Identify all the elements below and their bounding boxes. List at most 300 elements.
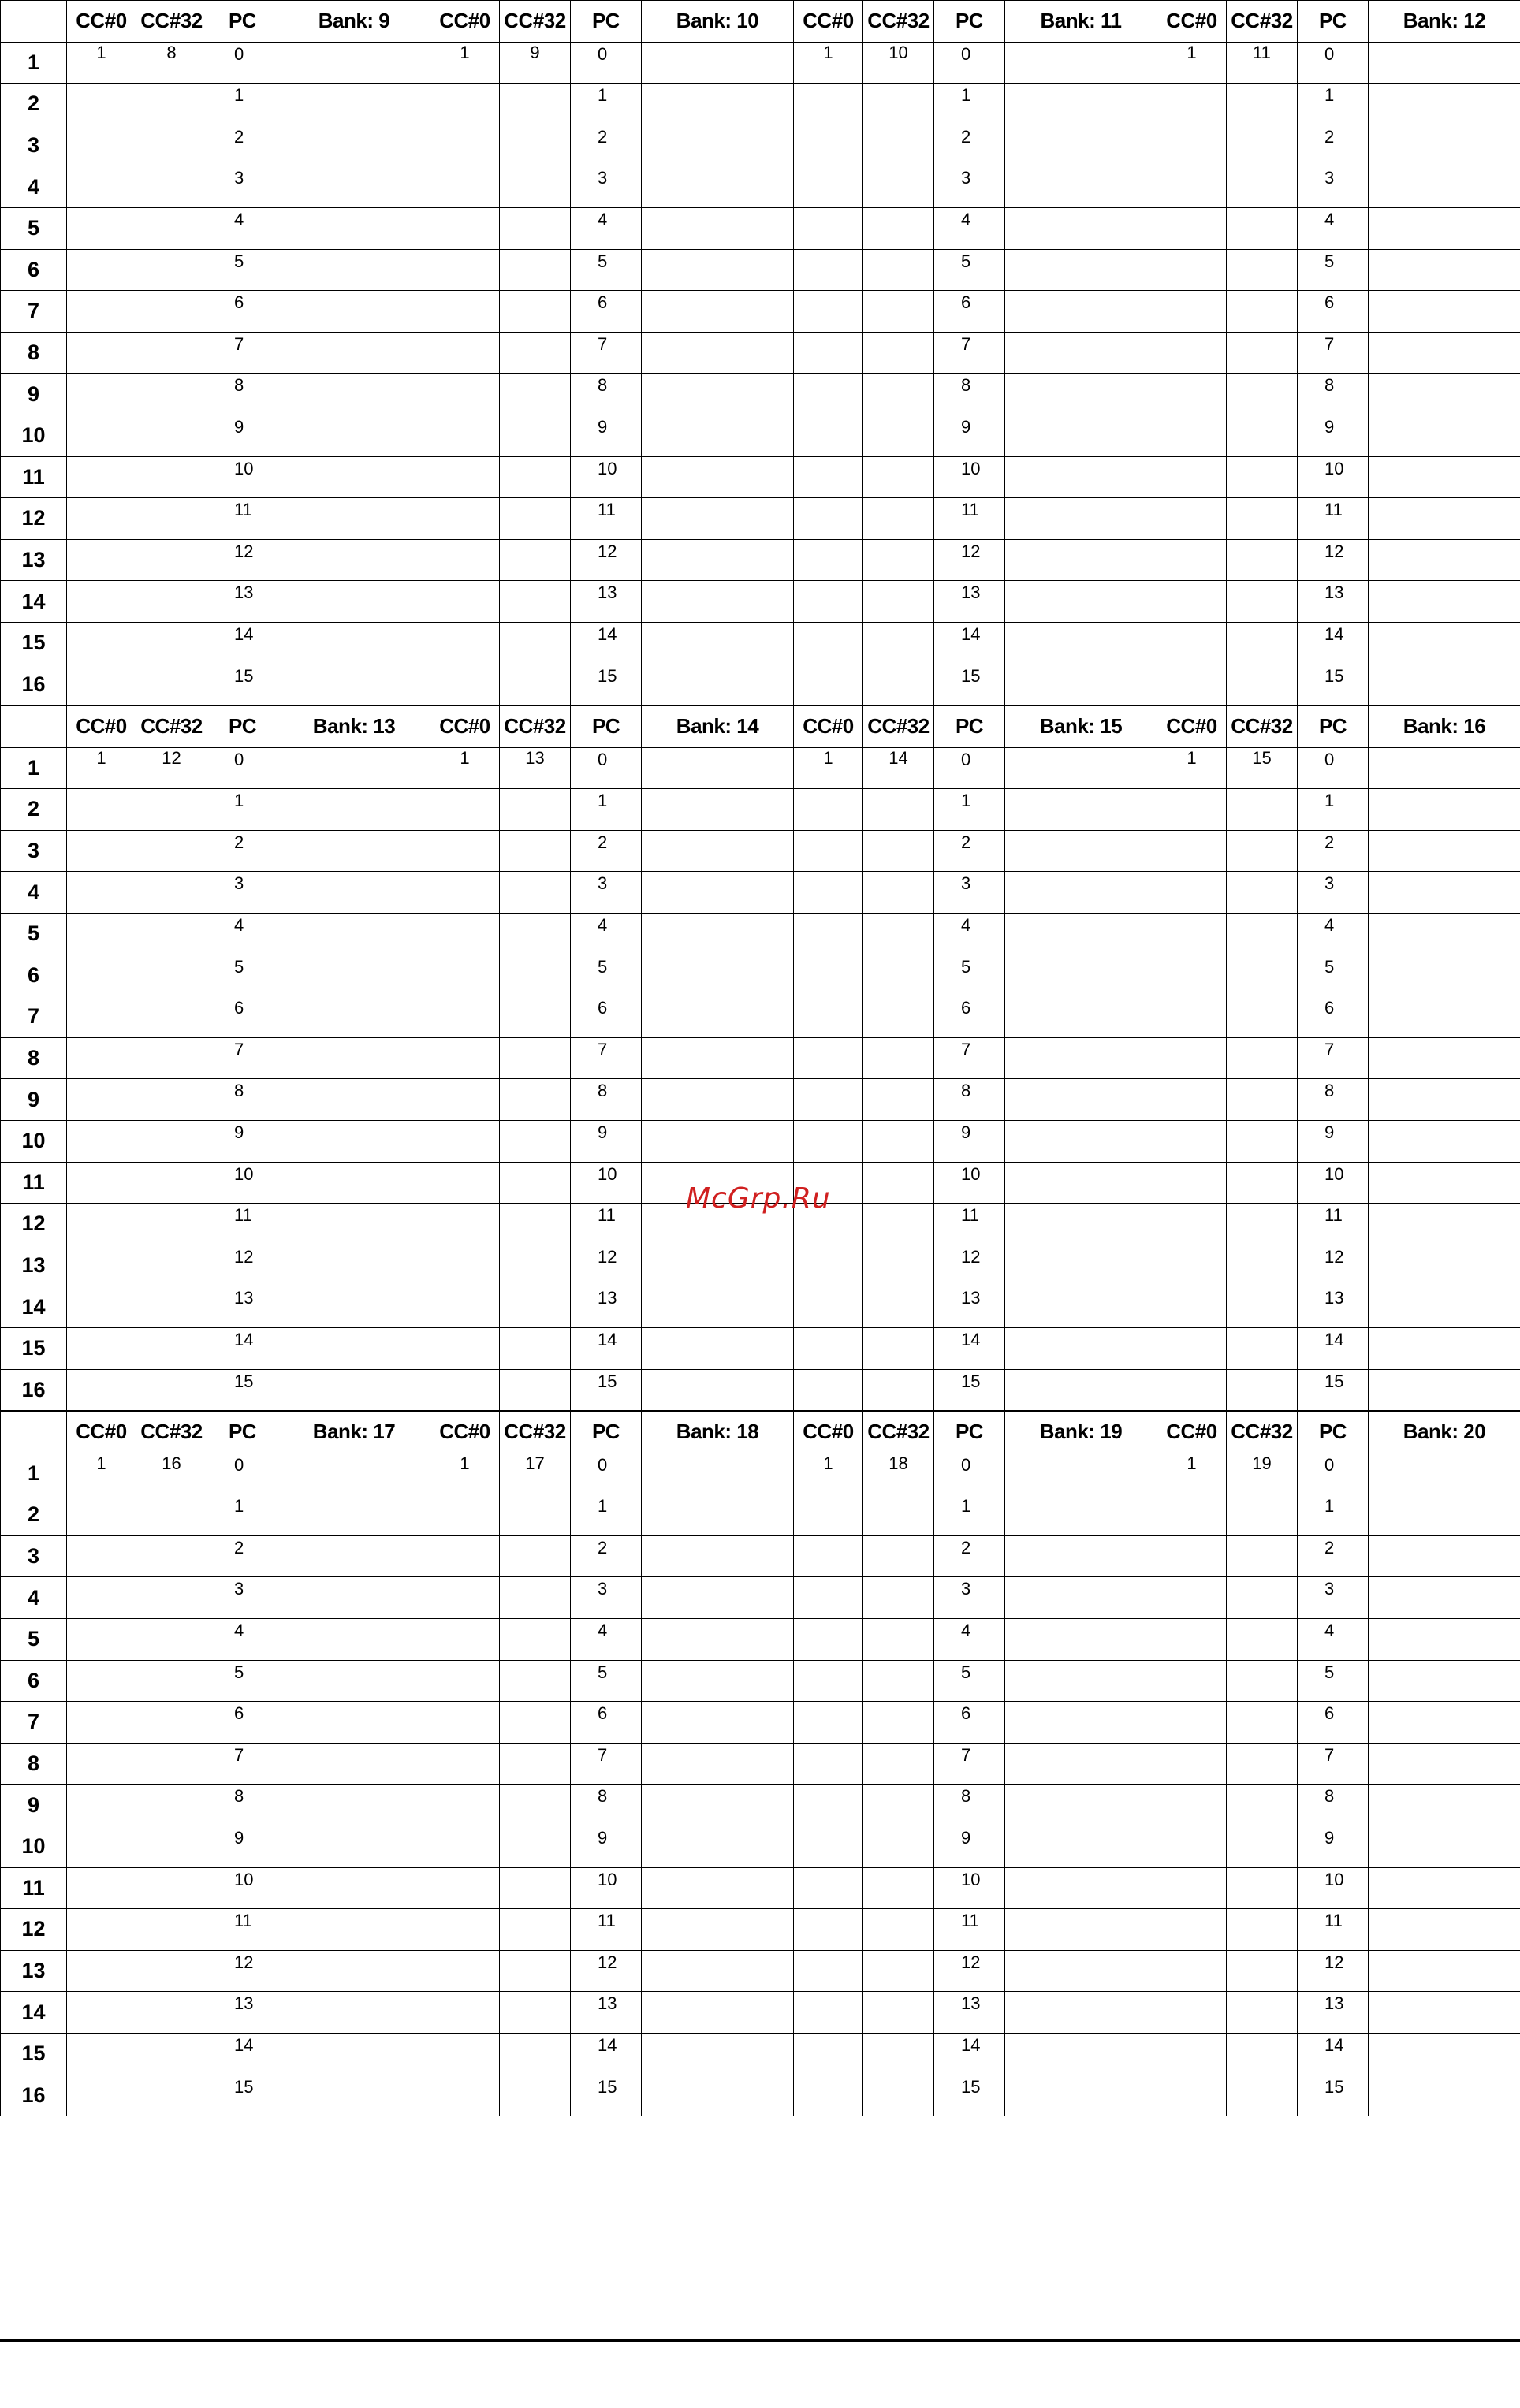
patch-name-cell[interactable] xyxy=(1005,207,1157,249)
patch-name-cell[interactable] xyxy=(278,872,430,914)
cc0-value xyxy=(1157,1037,1227,1079)
row-number: 4 xyxy=(1,166,67,208)
row-number: 1 xyxy=(1,42,67,84)
patch-name-cell[interactable] xyxy=(642,955,794,996)
row-number: 11 xyxy=(1,1867,67,1909)
cc0-value xyxy=(67,872,136,914)
patch-name-cell[interactable] xyxy=(1005,1453,1157,1494)
patch-name-cell[interactable] xyxy=(278,456,430,498)
cc0-value xyxy=(794,1037,863,1079)
bank-header: Bank: 12 xyxy=(1369,1,1520,43)
patch-name-cell[interactable] xyxy=(1369,1079,1520,1121)
patch-name-cell[interactable] xyxy=(642,2075,794,2116)
cc32-value xyxy=(500,84,571,125)
corner-cell xyxy=(1,1,67,43)
patch-name-cell[interactable] xyxy=(642,1494,794,1536)
pc-value: 0 xyxy=(207,747,278,789)
patch-name-cell[interactable] xyxy=(278,1535,430,1577)
patch-name-cell[interactable] xyxy=(1005,830,1157,872)
patch-name-cell[interactable] xyxy=(1005,747,1157,789)
row-number: 1 xyxy=(1,1453,67,1494)
patch-name-cell[interactable] xyxy=(1005,996,1157,1038)
pc-header: PC xyxy=(1298,1412,1369,1453)
patch-name-cell[interactable] xyxy=(278,332,430,374)
patch-name-cell[interactable] xyxy=(1369,1453,1520,1494)
bank-header: Bank: 17 xyxy=(278,1412,430,1453)
patch-name-cell[interactable] xyxy=(642,1120,794,1162)
patch-name-cell[interactable] xyxy=(1005,1120,1157,1162)
patch-name-cell[interactable] xyxy=(1369,2075,1520,2116)
patch-name-cell[interactable] xyxy=(1369,1327,1520,1369)
patch-name-cell[interactable] xyxy=(1005,42,1157,84)
patch-name-cell[interactable] xyxy=(642,1992,794,2034)
pc-value: 14 xyxy=(207,1327,278,1369)
patch-name-cell[interactable] xyxy=(1005,456,1157,498)
patch-name-cell[interactable] xyxy=(1005,1909,1157,1951)
patch-name-cell[interactable] xyxy=(1005,2033,1157,2075)
pc-value: 0 xyxy=(934,42,1005,84)
cc0-value xyxy=(794,1950,863,1992)
pc-value: 5 xyxy=(934,955,1005,996)
patch-name-cell[interactable] xyxy=(1005,1079,1157,1121)
patch-name-cell[interactable] xyxy=(1369,1245,1520,1286)
patch-name-cell[interactable] xyxy=(278,1743,430,1785)
patch-name-cell[interactable] xyxy=(278,1494,430,1536)
patch-name-cell[interactable] xyxy=(642,1327,794,1369)
patch-name-cell[interactable] xyxy=(1005,498,1157,540)
patch-name-cell[interactable] xyxy=(642,830,794,872)
patch-name-cell[interactable] xyxy=(1369,249,1520,291)
patch-name-cell[interactable] xyxy=(1005,1618,1157,1660)
patch-name-cell[interactable] xyxy=(1005,913,1157,955)
patch-name-cell[interactable] xyxy=(1369,1992,1520,2034)
patch-name-cell[interactable] xyxy=(1369,332,1520,374)
patch-name-cell[interactable] xyxy=(1369,415,1520,456)
patch-name-cell[interactable] xyxy=(278,84,430,125)
pc-value: 1 xyxy=(571,1494,642,1536)
patch-name-cell[interactable] xyxy=(278,1867,430,1909)
cc32-value xyxy=(1227,1867,1298,1909)
row-number: 2 xyxy=(1,1494,67,1536)
patch-name-cell[interactable] xyxy=(642,1826,794,1867)
patch-name-cell[interactable] xyxy=(1005,1327,1157,1369)
pc-value: 3 xyxy=(1298,166,1369,208)
pc-value: 0 xyxy=(1298,42,1369,84)
patch-name-cell[interactable] xyxy=(1369,42,1520,84)
patch-name-cell[interactable] xyxy=(642,664,794,705)
cc32-value xyxy=(863,1826,934,1867)
patch-name-cell[interactable] xyxy=(278,415,430,456)
cc0-value xyxy=(430,1950,500,1992)
patch-name-cell[interactable] xyxy=(1005,1286,1157,1328)
patch-name-cell[interactable] xyxy=(1005,664,1157,705)
patch-name-cell[interactable] xyxy=(278,249,430,291)
cc0-value xyxy=(1157,955,1227,996)
patch-name-cell[interactable] xyxy=(642,1618,794,1660)
pc-value: 1 xyxy=(207,84,278,125)
cc0-value xyxy=(430,166,500,208)
table-row xyxy=(1,996,1520,1038)
patch-name-cell[interactable] xyxy=(278,1037,430,1079)
patch-name-cell[interactable] xyxy=(278,747,430,789)
cc32-value xyxy=(1227,1286,1298,1328)
patch-name-cell[interactable] xyxy=(278,498,430,540)
patch-name-cell[interactable] xyxy=(1005,1950,1157,1992)
bank-header: Bank: 15 xyxy=(1005,706,1157,748)
table-row xyxy=(1,415,1520,456)
patch-name-cell[interactable] xyxy=(642,1245,794,1286)
patch-name-cell[interactable] xyxy=(642,84,794,125)
patch-name-cell[interactable] xyxy=(1005,1660,1157,1702)
cc0-value xyxy=(1157,1992,1227,2034)
patch-name-cell[interactable] xyxy=(642,1660,794,1702)
patch-name-cell[interactable] xyxy=(1005,84,1157,125)
pc-value: 14 xyxy=(207,2033,278,2075)
patch-name-cell[interactable] xyxy=(278,207,430,249)
cc32-value xyxy=(863,1785,934,1826)
cc32-value xyxy=(500,166,571,208)
patch-name-cell[interactable] xyxy=(642,1909,794,1951)
patch-name-cell[interactable] xyxy=(642,166,794,208)
pc-value: 13 xyxy=(571,1286,642,1328)
patch-name-cell[interactable] xyxy=(1005,1494,1157,1536)
patch-name-cell[interactable] xyxy=(1369,1494,1520,1536)
patch-name-cell[interactable] xyxy=(1369,955,1520,996)
patch-name-cell[interactable] xyxy=(278,2033,430,2075)
patch-name-cell[interactable] xyxy=(278,1162,430,1204)
patch-name-cell[interactable] xyxy=(642,996,794,1038)
patch-name-cell[interactable] xyxy=(1369,1618,1520,1660)
patch-name-cell[interactable] xyxy=(642,332,794,374)
patch-name-cell[interactable] xyxy=(1005,1702,1157,1744)
patch-name-cell[interactable] xyxy=(278,1204,430,1245)
patch-name-cell[interactable] xyxy=(642,1453,794,1494)
patch-name-cell[interactable] xyxy=(1005,2075,1157,2116)
pc-value: 5 xyxy=(207,955,278,996)
row-number: 10 xyxy=(1,1826,67,1867)
row-number: 13 xyxy=(1,539,67,581)
patch-name-cell[interactable] xyxy=(278,539,430,581)
pc-value: 2 xyxy=(207,125,278,166)
cc0-value xyxy=(67,1950,136,1992)
patch-name-cell[interactable] xyxy=(642,374,794,415)
patch-name-cell[interactable] xyxy=(1369,1660,1520,1702)
patch-name-cell[interactable] xyxy=(642,415,794,456)
patch-name-cell[interactable] xyxy=(1005,415,1157,456)
pc-header: PC xyxy=(571,706,642,748)
row-number: 9 xyxy=(1,374,67,415)
cc32-value xyxy=(500,1867,571,1909)
cc32-value xyxy=(136,1327,207,1369)
patch-name-cell[interactable] xyxy=(1005,374,1157,415)
patch-name-cell[interactable] xyxy=(278,1950,430,1992)
patch-name-cell[interactable] xyxy=(278,2075,430,2116)
cc0-value xyxy=(67,125,136,166)
patch-name-cell[interactable] xyxy=(278,1369,430,1411)
pc-value: 12 xyxy=(207,1245,278,1286)
patch-name-cell[interactable] xyxy=(278,1453,430,1494)
patch-name-cell[interactable] xyxy=(1369,789,1520,831)
patch-name-cell[interactable] xyxy=(1369,374,1520,415)
patch-name-cell[interactable] xyxy=(642,1743,794,1785)
patch-name-cell[interactable] xyxy=(278,1702,430,1744)
patch-name-cell[interactable] xyxy=(1005,125,1157,166)
patch-name-cell[interactable] xyxy=(278,125,430,166)
patch-name-cell[interactable] xyxy=(1369,1950,1520,1992)
patch-name-cell[interactable] xyxy=(278,664,430,705)
patch-name-cell[interactable] xyxy=(1005,1535,1157,1577)
cc0-value xyxy=(794,581,863,623)
pc-header: PC xyxy=(934,1,1005,43)
cc32-value xyxy=(500,1618,571,1660)
pc-value: 10 xyxy=(207,456,278,498)
patch-name-cell[interactable] xyxy=(1369,291,1520,333)
patch-name-cell[interactable] xyxy=(642,291,794,333)
pc-value: 13 xyxy=(207,1286,278,1328)
patch-name-cell[interactable] xyxy=(1005,1785,1157,1826)
cc0-value xyxy=(430,1618,500,1660)
patch-name-cell[interactable] xyxy=(278,1120,430,1162)
patch-name-cell[interactable] xyxy=(278,1618,430,1660)
cc32-value xyxy=(863,1327,934,1369)
patch-name-cell[interactable] xyxy=(1369,456,1520,498)
pc-value: 5 xyxy=(1298,955,1369,996)
row-number: 16 xyxy=(1,2075,67,2116)
patch-name-cell[interactable] xyxy=(1005,1204,1157,1245)
patch-name-cell[interactable] xyxy=(1369,996,1520,1038)
patch-name-cell[interactable] xyxy=(1369,747,1520,789)
pc-value: 12 xyxy=(207,539,278,581)
pc-value: 11 xyxy=(1298,1204,1369,1245)
pc-value: 8 xyxy=(207,374,278,415)
cc0-value xyxy=(794,1618,863,1660)
patch-name-cell[interactable] xyxy=(642,913,794,955)
pc-value: 6 xyxy=(207,1702,278,1744)
patch-name-cell[interactable] xyxy=(278,42,430,84)
patch-name-cell[interactable] xyxy=(1369,1826,1520,1867)
patch-name-cell[interactable] xyxy=(1369,1162,1520,1204)
patch-name-cell[interactable] xyxy=(642,1577,794,1619)
patch-name-cell[interactable] xyxy=(1369,913,1520,955)
cc0-header: CC#0 xyxy=(794,1,863,43)
patch-name-cell[interactable] xyxy=(642,1535,794,1577)
patch-name-cell[interactable] xyxy=(1369,1369,1520,1411)
patch-name-cell[interactable] xyxy=(1369,166,1520,208)
patch-name-cell[interactable] xyxy=(1005,622,1157,664)
patch-name-cell[interactable] xyxy=(278,1785,430,1826)
patch-name-cell[interactable] xyxy=(278,581,430,623)
patch-name-cell[interactable] xyxy=(1005,1867,1157,1909)
patch-name-cell[interactable] xyxy=(642,1702,794,1744)
patch-name-cell[interactable] xyxy=(1369,1743,1520,1785)
patch-name-cell[interactable] xyxy=(642,125,794,166)
patch-name-cell[interactable] xyxy=(1369,1535,1520,1577)
cc32-value: 17 xyxy=(500,1453,571,1494)
cc0-value xyxy=(430,664,500,705)
patch-name-cell[interactable] xyxy=(1005,1743,1157,1785)
pc-value: 11 xyxy=(1298,1909,1369,1951)
patch-name-cell[interactable] xyxy=(642,456,794,498)
patch-name-cell[interactable] xyxy=(1369,1286,1520,1328)
patch-name-cell[interactable] xyxy=(1005,332,1157,374)
patch-name-cell[interactable] xyxy=(642,581,794,623)
pc-value: 13 xyxy=(571,581,642,623)
cc32-value: 18 xyxy=(863,1453,934,1494)
patch-name-cell[interactable] xyxy=(1369,1204,1520,1245)
cc0-value xyxy=(1157,1660,1227,1702)
patch-name-cell[interactable] xyxy=(642,622,794,664)
patch-name-cell[interactable] xyxy=(642,1079,794,1121)
patch-name-cell[interactable] xyxy=(642,1785,794,1826)
patch-name-cell[interactable] xyxy=(1369,1785,1520,1826)
patch-name-cell[interactable] xyxy=(278,1577,430,1619)
pc-value: 3 xyxy=(571,872,642,914)
cc0-value xyxy=(430,1079,500,1121)
pc-value: 15 xyxy=(1298,664,1369,705)
patch-name-cell[interactable] xyxy=(1369,830,1520,872)
patch-name-cell[interactable] xyxy=(1005,581,1157,623)
cc32-value xyxy=(136,456,207,498)
patch-name-cell[interactable] xyxy=(1369,1120,1520,1162)
patch-name-cell[interactable] xyxy=(1005,1369,1157,1411)
patch-name-cell[interactable] xyxy=(1005,789,1157,831)
table-row xyxy=(1,789,1520,831)
patch-name-cell[interactable] xyxy=(1369,539,1520,581)
cc0-header: CC#0 xyxy=(1157,1,1227,43)
patch-name-cell[interactable] xyxy=(1369,1702,1520,1744)
patch-name-cell[interactable] xyxy=(278,955,430,996)
patch-name-cell[interactable] xyxy=(1369,1909,1520,1951)
patch-name-cell[interactable] xyxy=(1005,955,1157,996)
pc-value: 7 xyxy=(571,1037,642,1079)
patch-name-cell[interactable] xyxy=(278,374,430,415)
cc0-value xyxy=(1157,1494,1227,1536)
patch-name-cell[interactable] xyxy=(278,1245,430,1286)
bank-table xyxy=(0,1411,1520,2116)
cc0-header: CC#0 xyxy=(67,1412,136,1453)
patch-name-cell[interactable] xyxy=(642,1950,794,1992)
patch-name-cell[interactable] xyxy=(642,747,794,789)
pc-value: 1 xyxy=(1298,789,1369,831)
table-row xyxy=(1,374,1520,415)
pc-header: PC xyxy=(571,1412,642,1453)
patch-name-cell[interactable] xyxy=(278,291,430,333)
patch-name-cell[interactable] xyxy=(1005,1577,1157,1619)
patch-name-cell[interactable] xyxy=(1369,664,1520,705)
patch-name-cell[interactable] xyxy=(1005,539,1157,581)
patch-name-cell[interactable] xyxy=(278,789,430,831)
table-row xyxy=(1,664,1520,705)
cc0-value xyxy=(67,2075,136,2116)
patch-name-cell[interactable] xyxy=(642,42,794,84)
row-number: 8 xyxy=(1,1037,67,1079)
pc-value: 1 xyxy=(207,789,278,831)
patch-name-cell[interactable] xyxy=(1369,1577,1520,1619)
patch-name-cell[interactable] xyxy=(642,2033,794,2075)
cc32-value: 9 xyxy=(500,42,571,84)
patch-name-cell[interactable] xyxy=(278,1826,430,1867)
cc0-value xyxy=(1157,1286,1227,1328)
patch-name-cell[interactable] xyxy=(278,1327,430,1369)
patch-name-cell[interactable] xyxy=(278,996,430,1038)
patch-name-cell[interactable] xyxy=(1369,872,1520,914)
patch-name-cell[interactable] xyxy=(278,1909,430,1951)
patch-name-cell[interactable] xyxy=(642,872,794,914)
patch-name-cell[interactable] xyxy=(278,1079,430,1121)
patch-name-cell[interactable] xyxy=(1005,291,1157,333)
patch-name-cell[interactable] xyxy=(1005,166,1157,208)
patch-name-cell[interactable] xyxy=(642,1369,794,1411)
patch-name-cell[interactable] xyxy=(642,1037,794,1079)
patch-name-cell[interactable] xyxy=(1369,581,1520,623)
patch-name-cell[interactable] xyxy=(1369,1867,1520,1909)
row-number: 9 xyxy=(1,1079,67,1121)
patch-name-cell[interactable] xyxy=(1005,1826,1157,1867)
pc-value: 8 xyxy=(571,1079,642,1121)
patch-name-cell[interactable] xyxy=(278,1286,430,1328)
pc-value: 12 xyxy=(571,539,642,581)
cc32-value xyxy=(500,1120,571,1162)
cc0-value: 1 xyxy=(794,1453,863,1494)
patch-name-cell[interactable] xyxy=(1369,125,1520,166)
patch-name-cell[interactable] xyxy=(278,1992,430,2034)
patch-name-cell[interactable] xyxy=(1369,207,1520,249)
pc-value: 15 xyxy=(1298,1369,1369,1411)
watermark-text: McGrp.Ru xyxy=(686,1182,831,1215)
pc-value: 8 xyxy=(934,1785,1005,1826)
patch-name-cell[interactable] xyxy=(642,1867,794,1909)
cc32-value xyxy=(1227,1785,1298,1826)
patch-name-cell[interactable] xyxy=(278,830,430,872)
patch-name-cell[interactable] xyxy=(278,622,430,664)
cc0-header: CC#0 xyxy=(1157,1412,1227,1453)
patch-name-cell[interactable] xyxy=(642,207,794,249)
patch-name-cell[interactable] xyxy=(278,166,430,208)
patch-name-cell[interactable] xyxy=(1005,1992,1157,2034)
patch-name-cell[interactable] xyxy=(642,539,794,581)
cc32-value xyxy=(863,125,934,166)
patch-name-cell[interactable] xyxy=(1369,2033,1520,2075)
patch-name-cell[interactable] xyxy=(1005,1245,1157,1286)
cc0-header: CC#0 xyxy=(430,1412,500,1453)
patch-name-cell[interactable] xyxy=(1369,84,1520,125)
pc-value: 7 xyxy=(1298,1743,1369,1785)
patch-name-cell[interactable] xyxy=(1005,1037,1157,1079)
cc0-value xyxy=(430,1162,500,1204)
cc0-value xyxy=(67,1494,136,1536)
patch-name-cell[interactable] xyxy=(1005,249,1157,291)
patch-name-cell[interactable] xyxy=(1369,498,1520,540)
table-row xyxy=(1,332,1520,374)
patch-name-cell[interactable] xyxy=(642,498,794,540)
cc0-value xyxy=(430,1826,500,1867)
cc0-value xyxy=(794,872,863,914)
patch-name-cell[interactable] xyxy=(642,789,794,831)
cc32-value xyxy=(863,622,934,664)
table-row xyxy=(1,1245,1520,1286)
patch-name-cell[interactable] xyxy=(1369,1037,1520,1079)
patch-name-cell[interactable] xyxy=(278,1660,430,1702)
patch-name-cell[interactable] xyxy=(642,249,794,291)
patch-name-cell[interactable] xyxy=(1005,1162,1157,1204)
pc-value: 0 xyxy=(571,42,642,84)
patch-name-cell[interactable] xyxy=(642,1286,794,1328)
cc0-value xyxy=(430,872,500,914)
patch-name-cell[interactable] xyxy=(1005,872,1157,914)
pc-value: 4 xyxy=(1298,1618,1369,1660)
patch-name-cell[interactable] xyxy=(1369,622,1520,664)
patch-name-cell[interactable] xyxy=(278,913,430,955)
